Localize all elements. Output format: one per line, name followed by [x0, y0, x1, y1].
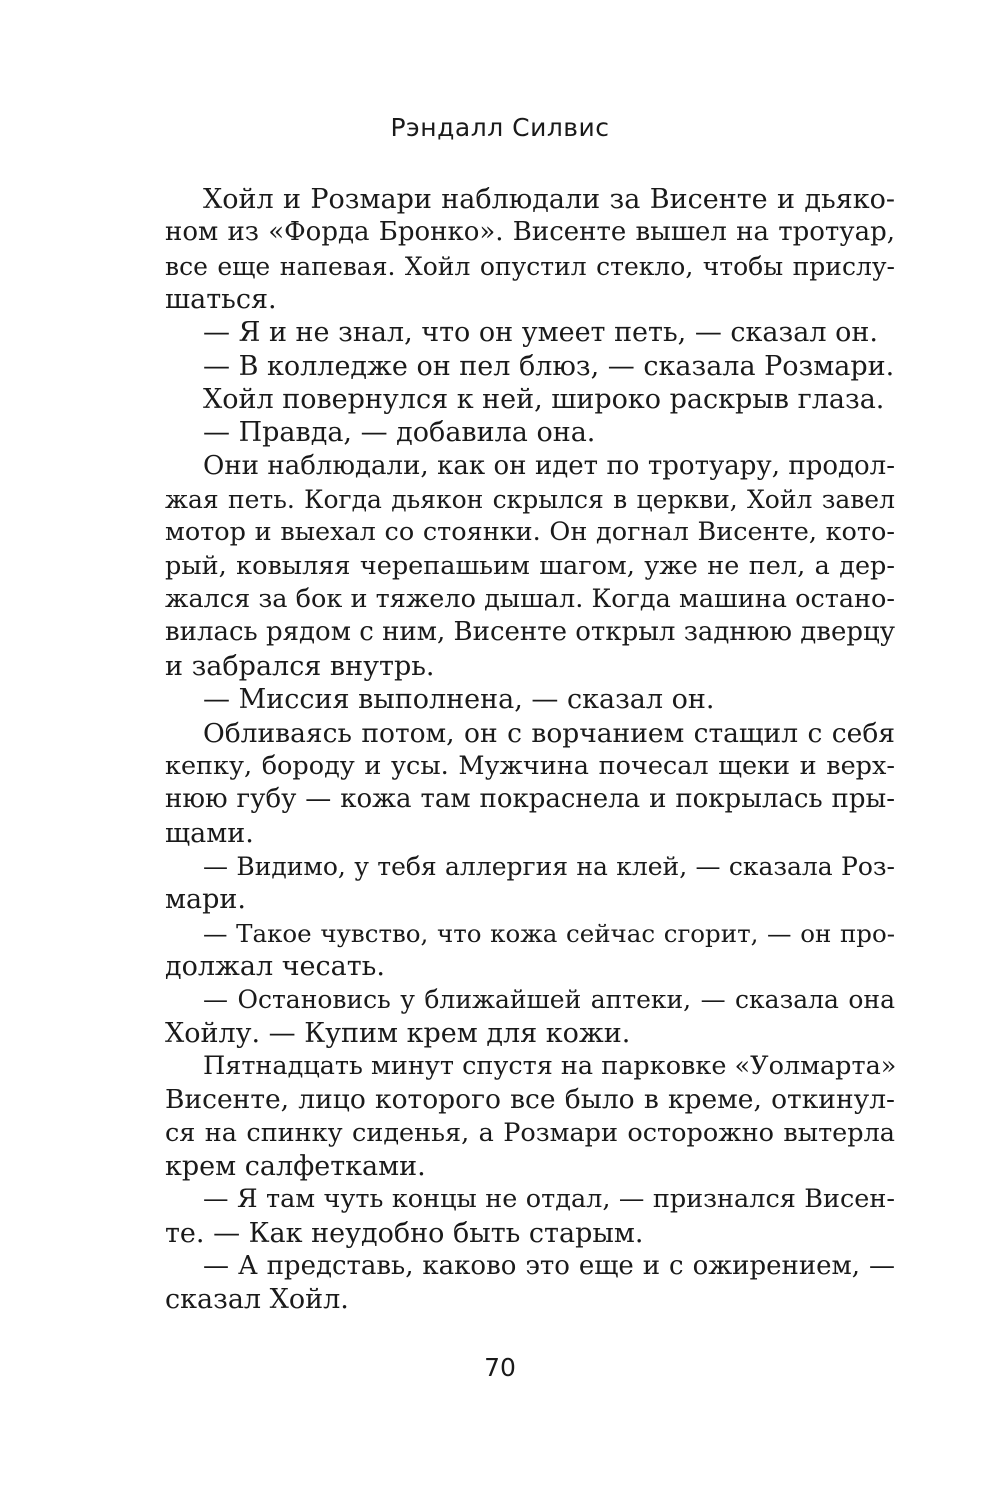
text-line: ном из «Форда Бронко». Висенте вышел на тротуар, — [165, 217, 895, 248]
text-line: — Я там чуть концы не отдал, — признался Висен- — [203, 1184, 895, 1215]
text-line: рый, ковыляя черепашьим шагом, уже не пел, а дер- — [165, 550, 895, 581]
page-number: 70 — [484, 1353, 516, 1382]
text-line: жался за бок и тяжело дышал. Когда машина остано- — [165, 584, 895, 615]
text-line: Висенте, лицо которого все было в креме, откинул- — [165, 1084, 895, 1116]
running-head: Рэндалл Силвис — [390, 113, 610, 142]
text-line: — Остановись у ближайшей аптеки, — сказала она — [203, 985, 895, 1015]
text-line: — Такое чувство, что кожа сейчас сгорит, — он про- — [203, 918, 895, 948]
text-line: Они наблюдали, как он идет по тротуару, продол- — [203, 450, 895, 481]
text-line: должал чесать. — [165, 950, 385, 982]
text-line: щами. — [165, 817, 254, 849]
text-line: Хойлу. — Купим крем для кожи. — [165, 1017, 631, 1049]
text-line: ся на спинку сиденья, а Розмари осторожно вытерла — [165, 1117, 895, 1148]
text-line: — Я и не знал, что он умеет петь, — сказал он. — [203, 317, 878, 349]
text-line: мотор и выехал со стоянки. Он догнал Висенте, кото- — [165, 517, 895, 548]
text-line: мари. — [165, 884, 246, 916]
text-line: Хойл повернулся к ней, широко раскрыв глаза. — [203, 384, 885, 416]
text-line: — В колледже он пел блюз, — сказала Розмари. — [203, 350, 895, 382]
text-line: шаться. — [165, 284, 277, 316]
text-line: Пятнадцать минут спустя на парковке «Уолмарта» — [203, 1050, 897, 1081]
body-text — [165, 183, 895, 1317]
text-line: крем салфетками. — [165, 1150, 426, 1182]
text-line: жая петь. Когда дьякон скрылся в церкви, Хойл завел — [165, 485, 895, 515]
text-line: Обливаясь потом, он с ворчанием стащил с себя — [203, 717, 895, 749]
text-line: — Правда, — добавила она. — [203, 417, 596, 449]
text-line: сказал Хойл. — [165, 1284, 349, 1316]
text-line: те. — Как неудобно быть старым. — [165, 1217, 644, 1249]
text-line: кепку, бороду и усы. Мужчина почесал щеки и верх- — [165, 750, 895, 781]
text-line: нюю губу — кожа там покраснела и покрылась пры- — [165, 784, 895, 815]
text-line: — Миссия выполнена, — сказал он. — [203, 684, 715, 716]
text-line: все еще напевая. Хойл опустил стекло, чтобы прислу- — [165, 251, 895, 281]
text-line: — А представь, каково это еще и с ожирением, — — [203, 1251, 895, 1281]
text-line: — Видимо, у тебя аллергия на клей, — сказала Роз- — [203, 851, 895, 881]
text-line: вилась рядом с ним, Висенте открыл заднюю дверцу — [165, 617, 895, 648]
text-line: Хойл и Розмари наблюдали за Висенте и дьяко- — [203, 184, 895, 215]
text-line: и забрался внутрь. — [165, 650, 435, 682]
